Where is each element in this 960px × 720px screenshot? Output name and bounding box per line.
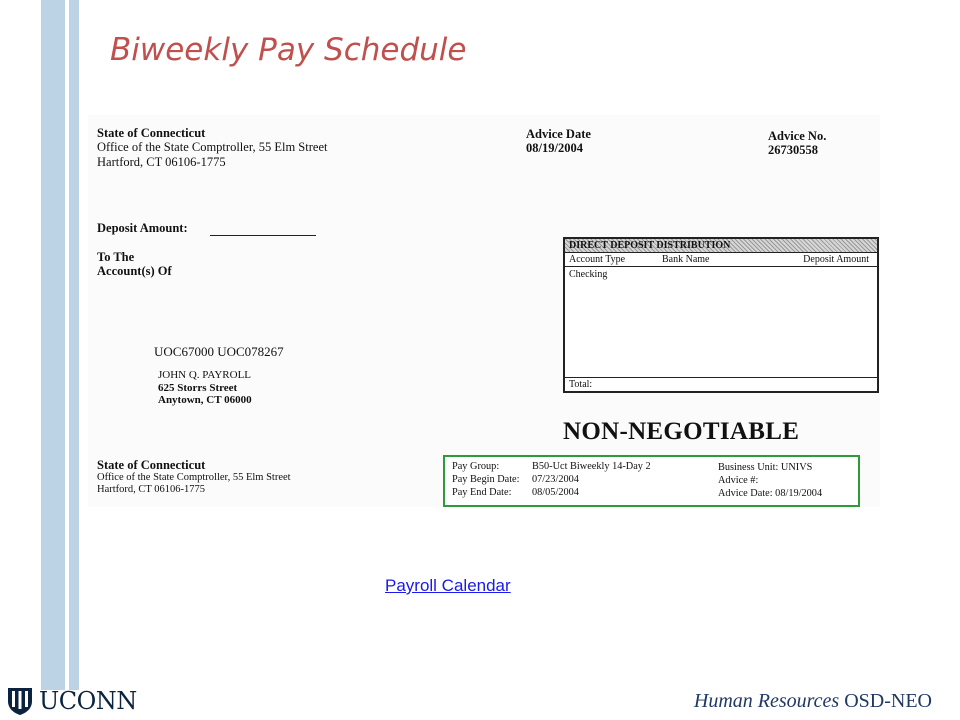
to-account-label xyxy=(97,250,172,279)
distribution-total-label: Total: xyxy=(565,377,877,391)
non-negotiable-stamp: NON-NEGOTIABLE xyxy=(563,418,800,445)
advice-date-label: Advice Date xyxy=(526,127,591,141)
pay-group-highlight-box xyxy=(443,455,860,507)
distribution-heading: DIRECT DEPOSIT DISTRIBUTION xyxy=(565,239,877,253)
uconn-wordmark: UCONN xyxy=(39,687,137,715)
col-account-type: Account Type xyxy=(569,254,626,265)
sender-address-lower xyxy=(97,458,291,497)
husky-paw-icon xyxy=(6,686,34,716)
footer-unit: OSD-NEO xyxy=(844,690,932,712)
sender2-name: State of Connecticut xyxy=(97,458,206,472)
pay-group-label: Pay Group: xyxy=(452,461,500,472)
sender-name: State of Connecticut xyxy=(97,126,206,140)
sender-street: Office of the State Comptroller, 55 Elm Street xyxy=(97,140,328,155)
distribution-columns xyxy=(565,253,877,267)
deposit-amount-line xyxy=(210,235,316,236)
advice-date-block xyxy=(526,127,591,156)
footer-human-resources: Human Resources xyxy=(693,690,840,712)
sender2-city: Hartford, CT 06106-1775 xyxy=(97,484,205,496)
uconn-logo xyxy=(6,683,137,719)
distribution-row-account-type: Checking xyxy=(569,269,608,280)
pay-begin-value: 07/23/2004 xyxy=(532,474,579,485)
advice-number-label: Advice No. xyxy=(768,129,827,143)
advice-num-label: Advice #: xyxy=(718,475,759,486)
sender-address xyxy=(97,126,327,169)
advice-number-value: 26730558 xyxy=(768,143,818,158)
footer-department xyxy=(694,690,932,713)
payroll-calendar-link[interactable]: Payroll Calendar xyxy=(385,576,511,595)
decorative-bar-narrow xyxy=(69,0,79,690)
payee-city: Anytown, CT 06000 xyxy=(158,394,252,407)
pay-group-value: B50-Uct Biweekly 14-Day 2 xyxy=(532,461,651,472)
payee-address xyxy=(158,369,252,407)
slide-title: Biweekly Pay Schedule xyxy=(110,32,467,68)
direct-deposit-distribution-box xyxy=(563,237,879,393)
advice-date-value: 08/19/2004 xyxy=(526,141,583,156)
pay-end-label: Pay End Date: xyxy=(452,487,512,498)
advice-number-block xyxy=(768,129,826,158)
sender2-street: Office of the State Comptroller, 55 Elm Street xyxy=(97,472,291,484)
sender-city: Hartford, CT 06106-1775 xyxy=(97,154,226,169)
payee-street: 625 Storrs Street xyxy=(158,381,238,394)
account-ids: UOC67000 UOC078267 xyxy=(154,344,284,359)
business-unit: Business Unit: UNIVS xyxy=(718,462,813,473)
decorative-bar-wide xyxy=(41,0,65,690)
col-deposit-amount: Deposit Amount xyxy=(803,254,869,265)
pay-end-value: 08/05/2004 xyxy=(532,487,579,498)
pay-begin-label: Pay Begin Date: xyxy=(452,474,520,485)
to-account-line2: Account(s) Of xyxy=(97,264,172,279)
to-account-line1: To The xyxy=(97,250,135,264)
col-bank-name: Bank Name xyxy=(662,254,710,265)
pay-advice-image xyxy=(88,115,880,507)
payee-name: JOHN Q. PAYROLL xyxy=(158,369,252,381)
pay-group-advice-date: Advice Date: 08/19/2004 xyxy=(718,488,823,499)
deposit-amount-label: Deposit Amount: xyxy=(97,221,188,235)
